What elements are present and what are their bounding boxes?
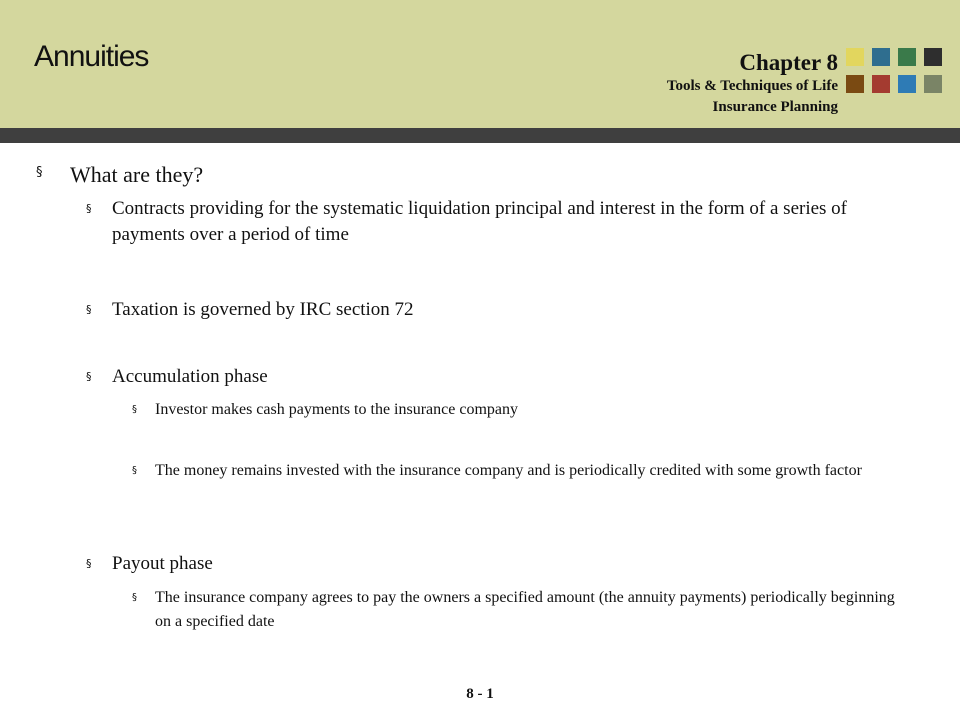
page-number: 8 - 1 (466, 686, 494, 702)
bullet-icon: § (132, 404, 137, 415)
bullet-icon: § (36, 165, 43, 180)
swatch-red (872, 75, 890, 93)
chapter-block (667, 50, 838, 118)
swatch-yellow (846, 48, 864, 66)
bullet-icon: § (86, 303, 92, 316)
bullet-icon: § (132, 592, 137, 603)
question-what-are-they: What are they? (70, 162, 204, 187)
bullet-icon: § (86, 202, 92, 215)
bullet-icon: § (86, 370, 92, 383)
sub-bullet-investor-payments: Investor makes cash payments to the insurance company (155, 401, 518, 418)
sub-bullet-insurance-pays: The insurance company agrees to pay the owners a specified amount (the annuity payments) periodically beginning on a specified date (155, 589, 895, 630)
bullet-icon: § (86, 557, 92, 570)
swatch-gray-green (924, 75, 942, 93)
chapter-subtitle-line-1: Tools & Techniques of Life (666, 78, 838, 94)
bullet-contracts: Contracts providing for the systematic liquidation principal and interest in the form of a series of payments over a period of time (112, 198, 848, 245)
swatch-black (924, 48, 942, 66)
swatch-green (898, 48, 916, 66)
swatch-light-blue (898, 75, 916, 93)
bullet-icon: § (132, 465, 137, 476)
sub-bullet-money-invested: The money remains invested with the insurance company and is periodically credited with some growth factor (155, 462, 862, 479)
color-swatch-grid (846, 48, 942, 94)
bullet-taxation: Taxation is governed by IRC section 72 (112, 299, 414, 320)
chapter-title: Chapter 8 (739, 50, 838, 75)
bullet-accumulation-phase: Accumulation phase (112, 366, 268, 387)
slide-title: Annuities (34, 40, 149, 73)
bullet-payout-phase: Payout phase (112, 553, 213, 574)
swatch-blue (872, 48, 890, 66)
header-divider-bar (0, 128, 960, 143)
chapter-subtitle-line-2: Insurance Planning (712, 99, 838, 115)
header-band (0, 0, 960, 128)
swatch-brown (846, 75, 864, 93)
